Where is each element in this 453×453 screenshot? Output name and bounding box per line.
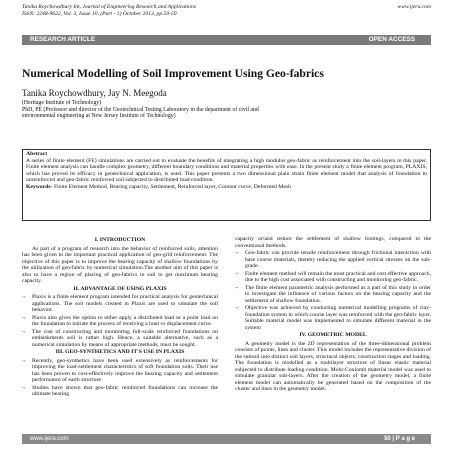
bullet-text: Plaxis is a finite element program intended for practical analysis for geotechnical applications. The soil models created in Plaxis are used to simulate the soil behavior. [32,294,218,313]
keywords-text: - Finite Element Method, Bearing capacity, Settlement, Reinforced layer, Contour curve, Deformed Mesh [50,183,291,190]
bullet-item [235,285,431,305]
bullet-icon: ¬ [235,305,239,311]
paper-title: Numerical Modelling of Soil Improvement Using Geo-fabrics [22,67,324,80]
affiliation-line: environmental engineering at New Jersey Institute of Technology) [22,113,176,120]
bullet-icon: ¬ [22,314,26,321]
geometric-model-paragraph: A geometry model is the 2D representation of the three-dimensional problem consists of points, lines and cluster. This model includes the representative division of the subsoil into distinct soil layers, structural objects, construction stages and loading. The foundation is modelled as a multilayer structure of linear elastic material subjected to distribute loading condition. Mohr-Coulomb material model was used to simulate granular sub-layers. After the creation of the geometry model, a finite element model can automatically be generated based on the composition of the cluster and lines in the geometry model. [235,340,431,392]
bullet-text: Studies have shown that geo-fabric reinforced foundations can increase the ultimate bearing [32,384,218,397]
abstract-heading: Abstract [26,151,48,157]
bullet-item [22,329,218,349]
bullet-item [22,385,218,398]
bullet-item [22,315,218,328]
bullet-text: The finite element parametric analysis performed as a part of this study in order to investigate the influence of various factors on the bearing capacity and the settlement of shallow foundation. [245,284,431,304]
journal-url[interactable]: www.ijera.com [397,4,431,10]
right-column [235,236,431,394]
footer-url[interactable]: www.ijera.com [30,436,69,442]
section-heading-geosynthetics: III. GEO-SYNTHETICS AND IT'S USE IN PLAXIS [55,349,185,355]
paper-authors: Tanika Roychowdhury, Jay N. Meegoda [22,88,167,98]
article-type-bar [22,35,431,45]
bullet-text: Geo-fabric can provide tensile reinforcement through frictional interaction with base course materials, thereby reducing the applied vertical stresses on the sub-grade. [245,250,431,269]
bullet-icon: ¬ [235,250,239,256]
author-affiliation [22,100,431,120]
bullet-icon: ¬ [235,284,239,291]
left-column [22,236,218,399]
page-number: 50 | P a g e [384,436,415,442]
affiliation-line: PhD, PE (Professor and director of the Geotechnical Testing Laboratory in the department of civil and [22,106,259,113]
bullet-icon: ¬ [22,384,26,391]
bullet-text: Recently, geo-synthetics have been used extensively as reinforcements for improving the load-settlement characteristics of soft foundation soils. Their use has been proven to cost-effectively improve the bearing capacity and settlement performance of earth structure [32,357,218,383]
bullet-text: Plaxis also gives the option to either apply a distributed load or a point load on the foundation to initiate the process of receiving a load vs displacement curve. [32,314,218,327]
journal-issn: ISSN: 2248-9622, Vol. 3, Issue 10, (Part - 1) October 2013, pp.50-59 [22,11,177,17]
research-article-label: RESEARCH ARTICLE [30,36,96,43]
bullet-item [235,250,431,270]
keywords-line [26,184,427,191]
intro-paragraph: As part of a program of research into the behavior of reinforced soils, attention has been given to the important practical application of geo-grid reinforcement. The objective of this paper is to improve the bearing capacity of shallow foundations by the utilization of geo-fabric by numerical simulation.The another aim of this paper is also to have a region of placing of geo-fabrics in soil to get maximum bearing capacity. [22,245,218,284]
abstract-text: A series of finite element (FE) simulations are carried out to evaluate the benefits of integrating a high modulus geo-fabric as reinforcement into the soil-layers in this paper. Finite element analysis can handle complex geometry, different boundary conditions and material properties with ease. In the present study a finite element program, PLAXIS, which has proved its efficacy in geotechnical application, is used. This paper presents a two dimensional plain strain finite element model that analysis of foundation in unreinforced and geo-fabric reinforced soil subjected to distributed load condition. [26,157,427,183]
bullet-item [22,358,218,384]
keywords-label: Keywords [26,183,51,190]
bullet-item [235,305,431,331]
abstract-box [22,149,431,221]
section-heading-geometric-model: IV. GEOMETRIC MODEL [299,332,367,338]
bullet-text: Finite element method will remain the most practical and cost effective approach, due to the high cost associated with constructing and monitoring geo-fabric. [245,270,431,283]
journal-citation: Tanika Roychowdhury Int. Journal of Engineering Research and Applications [22,4,196,10]
continued-text: capacity or/and reduce the settlement of shallow footings, compared to the conventional methods. [235,236,431,249]
bullet-icon: ¬ [22,328,26,335]
journal-header [22,4,431,18]
affiliation-line: (Heritage Institute of Technology) [22,100,102,106]
bullet-text: The cost of constructing and monitoring full-scale reinforced foundations on embankments soil is rather high. Hence, a suitable alternative, such as a numerical simulation by means of appropriate methods, must be sought. [32,328,218,348]
page-footer [22,434,431,444]
section-heading-introduction: I. INTRODUCTION [94,237,146,243]
bullet-icon: ¬ [22,357,26,364]
bullet-icon: ¬ [235,270,239,277]
bullet-text: Objective was achieved by conducting numerical modelling programs of clay-foundation system in which course layer was reinforced with the geo-fabric layer. Suitable material model was implemented to simulate different material in the system [245,305,431,331]
open-access-label: OPEN ACCESS [368,36,415,43]
section-heading-plaxis: II. ADVANTAGE OF USING PLAXIS [73,285,167,292]
bullet-item [235,271,431,284]
bullet-item [22,294,218,314]
bullet-icon: ¬ [22,294,26,300]
